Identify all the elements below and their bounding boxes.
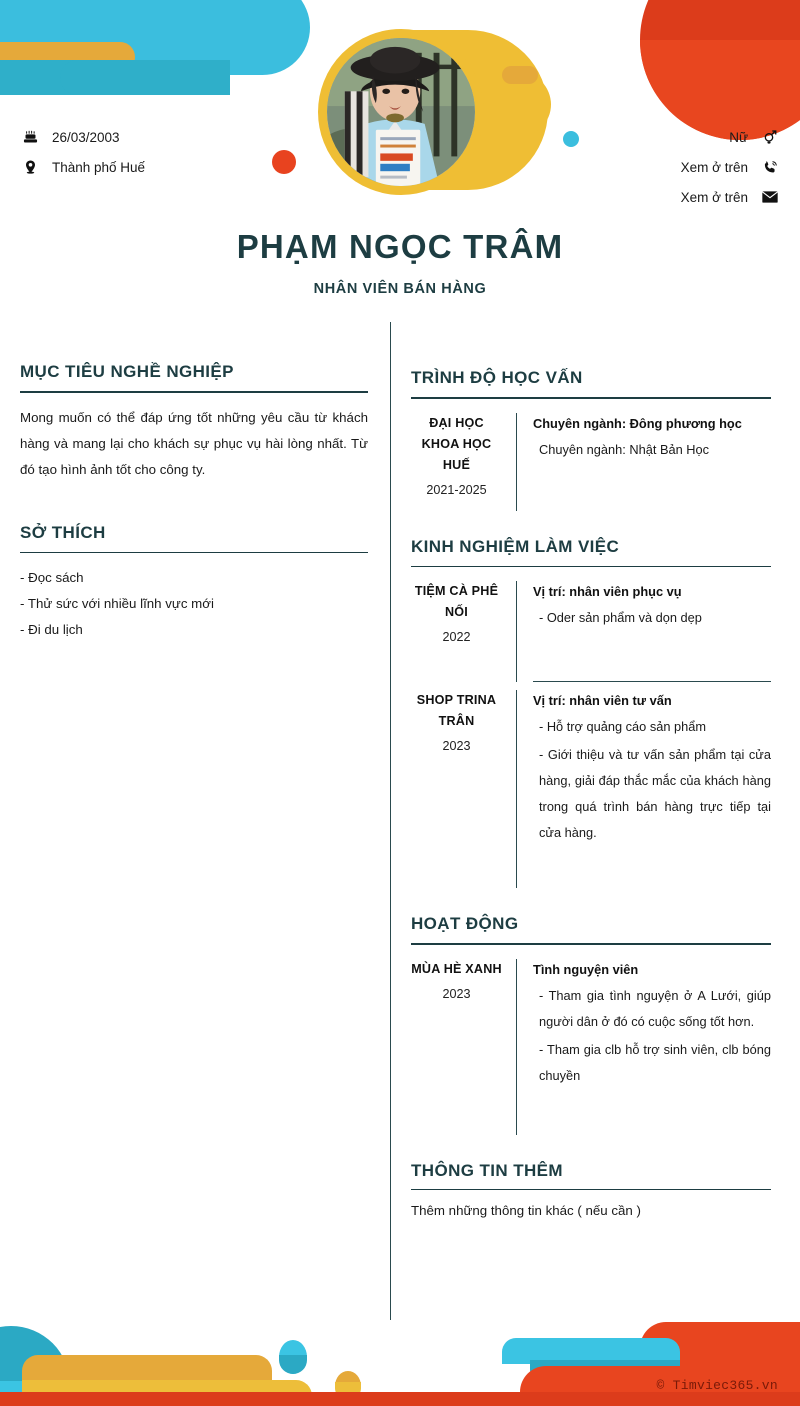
spacer: [411, 1135, 771, 1161]
deco-bottom-cyan-dot-shade: [279, 1355, 307, 1374]
section-hobbies: [20, 523, 368, 644]
list-item: - Đi du lịch: [20, 622, 83, 637]
avatar: [318, 29, 484, 195]
activity-entry: [411, 959, 771, 1135]
section-education: [411, 368, 771, 511]
extra-body: Thêm những thông tin khác ( nếu cần ): [411, 1203, 641, 1218]
entry-meta: [411, 690, 516, 888]
deco-top-left-cyan-bar-3: [60, 60, 230, 95]
entry-role: Chuyên ngành: Đông phương học: [533, 415, 742, 431]
gender-icon: [760, 127, 780, 147]
gender-row: [681, 122, 780, 152]
education-entry: [411, 413, 771, 511]
section-rule: [411, 397, 771, 399]
entry-org: ĐẠI HỌC KHOA HỌC HUẾ: [421, 415, 492, 472]
entry-body: [516, 413, 771, 511]
section-title-extra: THÔNG TIN THÊM: [411, 1160, 563, 1180]
entry-org: TIỆM CÀ PHÊ NỐI: [414, 584, 499, 619]
entry-year: 2023: [442, 739, 471, 753]
entry-meta: [411, 413, 516, 511]
birthdate-row: [20, 122, 145, 152]
header-info-right: [681, 122, 780, 212]
section-rule: [411, 1189, 771, 1191]
entry-meta: [411, 581, 516, 682]
section-rule: [411, 943, 771, 945]
deco-red-dot: [272, 150, 296, 174]
section-activities: [411, 914, 771, 1135]
entry-meta: [411, 959, 516, 1135]
section-title-experience: KINH NGHIỆM LÀM VIỆC: [411, 536, 620, 556]
deco-cyan-dot: [563, 131, 579, 147]
section-rule: [411, 566, 771, 568]
entry-year: 2023: [442, 986, 471, 1001]
list-item: - Thử sức với nhiều lĩnh vực mới: [20, 596, 214, 611]
email-row: [681, 182, 780, 212]
map-pin-icon: [20, 157, 40, 177]
section-experience: [411, 537, 771, 889]
entry-detail: - Hỗ trợ quảng cáo sản phẩm: [539, 719, 707, 734]
entry-detail: - Tham gia clb hỗ trợ sinh viên, clb bóng chuyền: [539, 1041, 771, 1083]
entry-role: Vị trí: nhân viên phục vụ: [533, 584, 682, 599]
section-objective: [20, 362, 368, 483]
spacer: [411, 888, 771, 914]
entry-detail: - Giới thiệu và tư vấn sản phẩm tại cửa hàng, giải đáp thắc mắc của khách hàng trong quá trình bán hàng trực tiếp tại cửa hàng.: [539, 747, 771, 840]
phone-icon: [760, 157, 780, 177]
entry-detail: - Oder sản phẩm và dọn dẹp: [539, 610, 702, 625]
entry-detail: Chuyên ngành: Nhật Bản Học: [539, 441, 710, 457]
objective-body: Mong muốn có thể đáp ứng tốt những yêu cầu từ khách hàng và mang lại cho khách sự phục vụ hài lòng nhất. Từ đó tạo hình ảnh tốt cho công ty.: [20, 409, 368, 477]
section-title-activities: HOẠT ĐỘNG: [411, 914, 519, 933]
gender-text: Nữ: [729, 129, 748, 145]
phone-row: [681, 152, 780, 182]
section-title-hobbies: SỞ THÍCH: [20, 522, 106, 542]
entry-detail: - Tham gia tình nguyện ở A Lưới, giúp người dân ở đó có cuộc sống tốt hơn.: [539, 987, 771, 1029]
entry-org: SHOP TRINA TRÂN: [416, 693, 497, 728]
birthdate-text: 26/03/2003: [52, 129, 120, 145]
left-column: [20, 362, 368, 643]
footer-copyright: © Timviec365.vn: [656, 1378, 778, 1393]
section-title-education: TRÌNH ĐỘ HỌC VẤN: [411, 368, 583, 387]
deco-bottom-red-strip: [0, 1392, 800, 1406]
experience-entry: [411, 581, 771, 682]
section-extra-info: [411, 1161, 771, 1225]
email-text: Xem ở trên: [680, 189, 748, 205]
hobbies-list: [20, 565, 368, 643]
spacer: [20, 483, 368, 523]
entry-role: Vị trí: nhân viên tư vấn: [533, 693, 672, 708]
deco-photo-blob-4: [502, 66, 538, 84]
page-title: PHẠM NGỌC TRÂM: [236, 228, 564, 265]
location-text: Thành phố Huế: [52, 159, 146, 175]
experience-entry: [411, 690, 771, 888]
right-column: [411, 368, 771, 1224]
spacer: [411, 511, 771, 537]
entry-body: [516, 581, 771, 682]
section-rule: [20, 552, 368, 554]
entry-year: 2022: [442, 630, 471, 644]
entry-separator: [533, 681, 771, 682]
header-info-left: [20, 122, 145, 182]
section-rule: [20, 391, 368, 393]
phone-text: Xem ở trên: [680, 159, 748, 175]
column-divider: [390, 322, 391, 1320]
job-title: NHÂN VIÊN BÁN HÀNG: [313, 281, 487, 297]
entry-year: 2021-2025: [426, 482, 487, 497]
section-title-objective: MỤC TIÊU NGHỀ NGHIỆP: [20, 362, 234, 381]
entry-org: MÙA HÈ XANH: [411, 961, 502, 976]
cake-icon: [20, 127, 40, 147]
envelope-icon: [760, 187, 780, 207]
entry-body: [516, 959, 771, 1135]
entry-role: Tình nguyện viên: [533, 961, 639, 977]
location-row: [20, 152, 145, 182]
entry-body: [516, 690, 771, 888]
list-item: - Đọc sách: [20, 570, 84, 585]
